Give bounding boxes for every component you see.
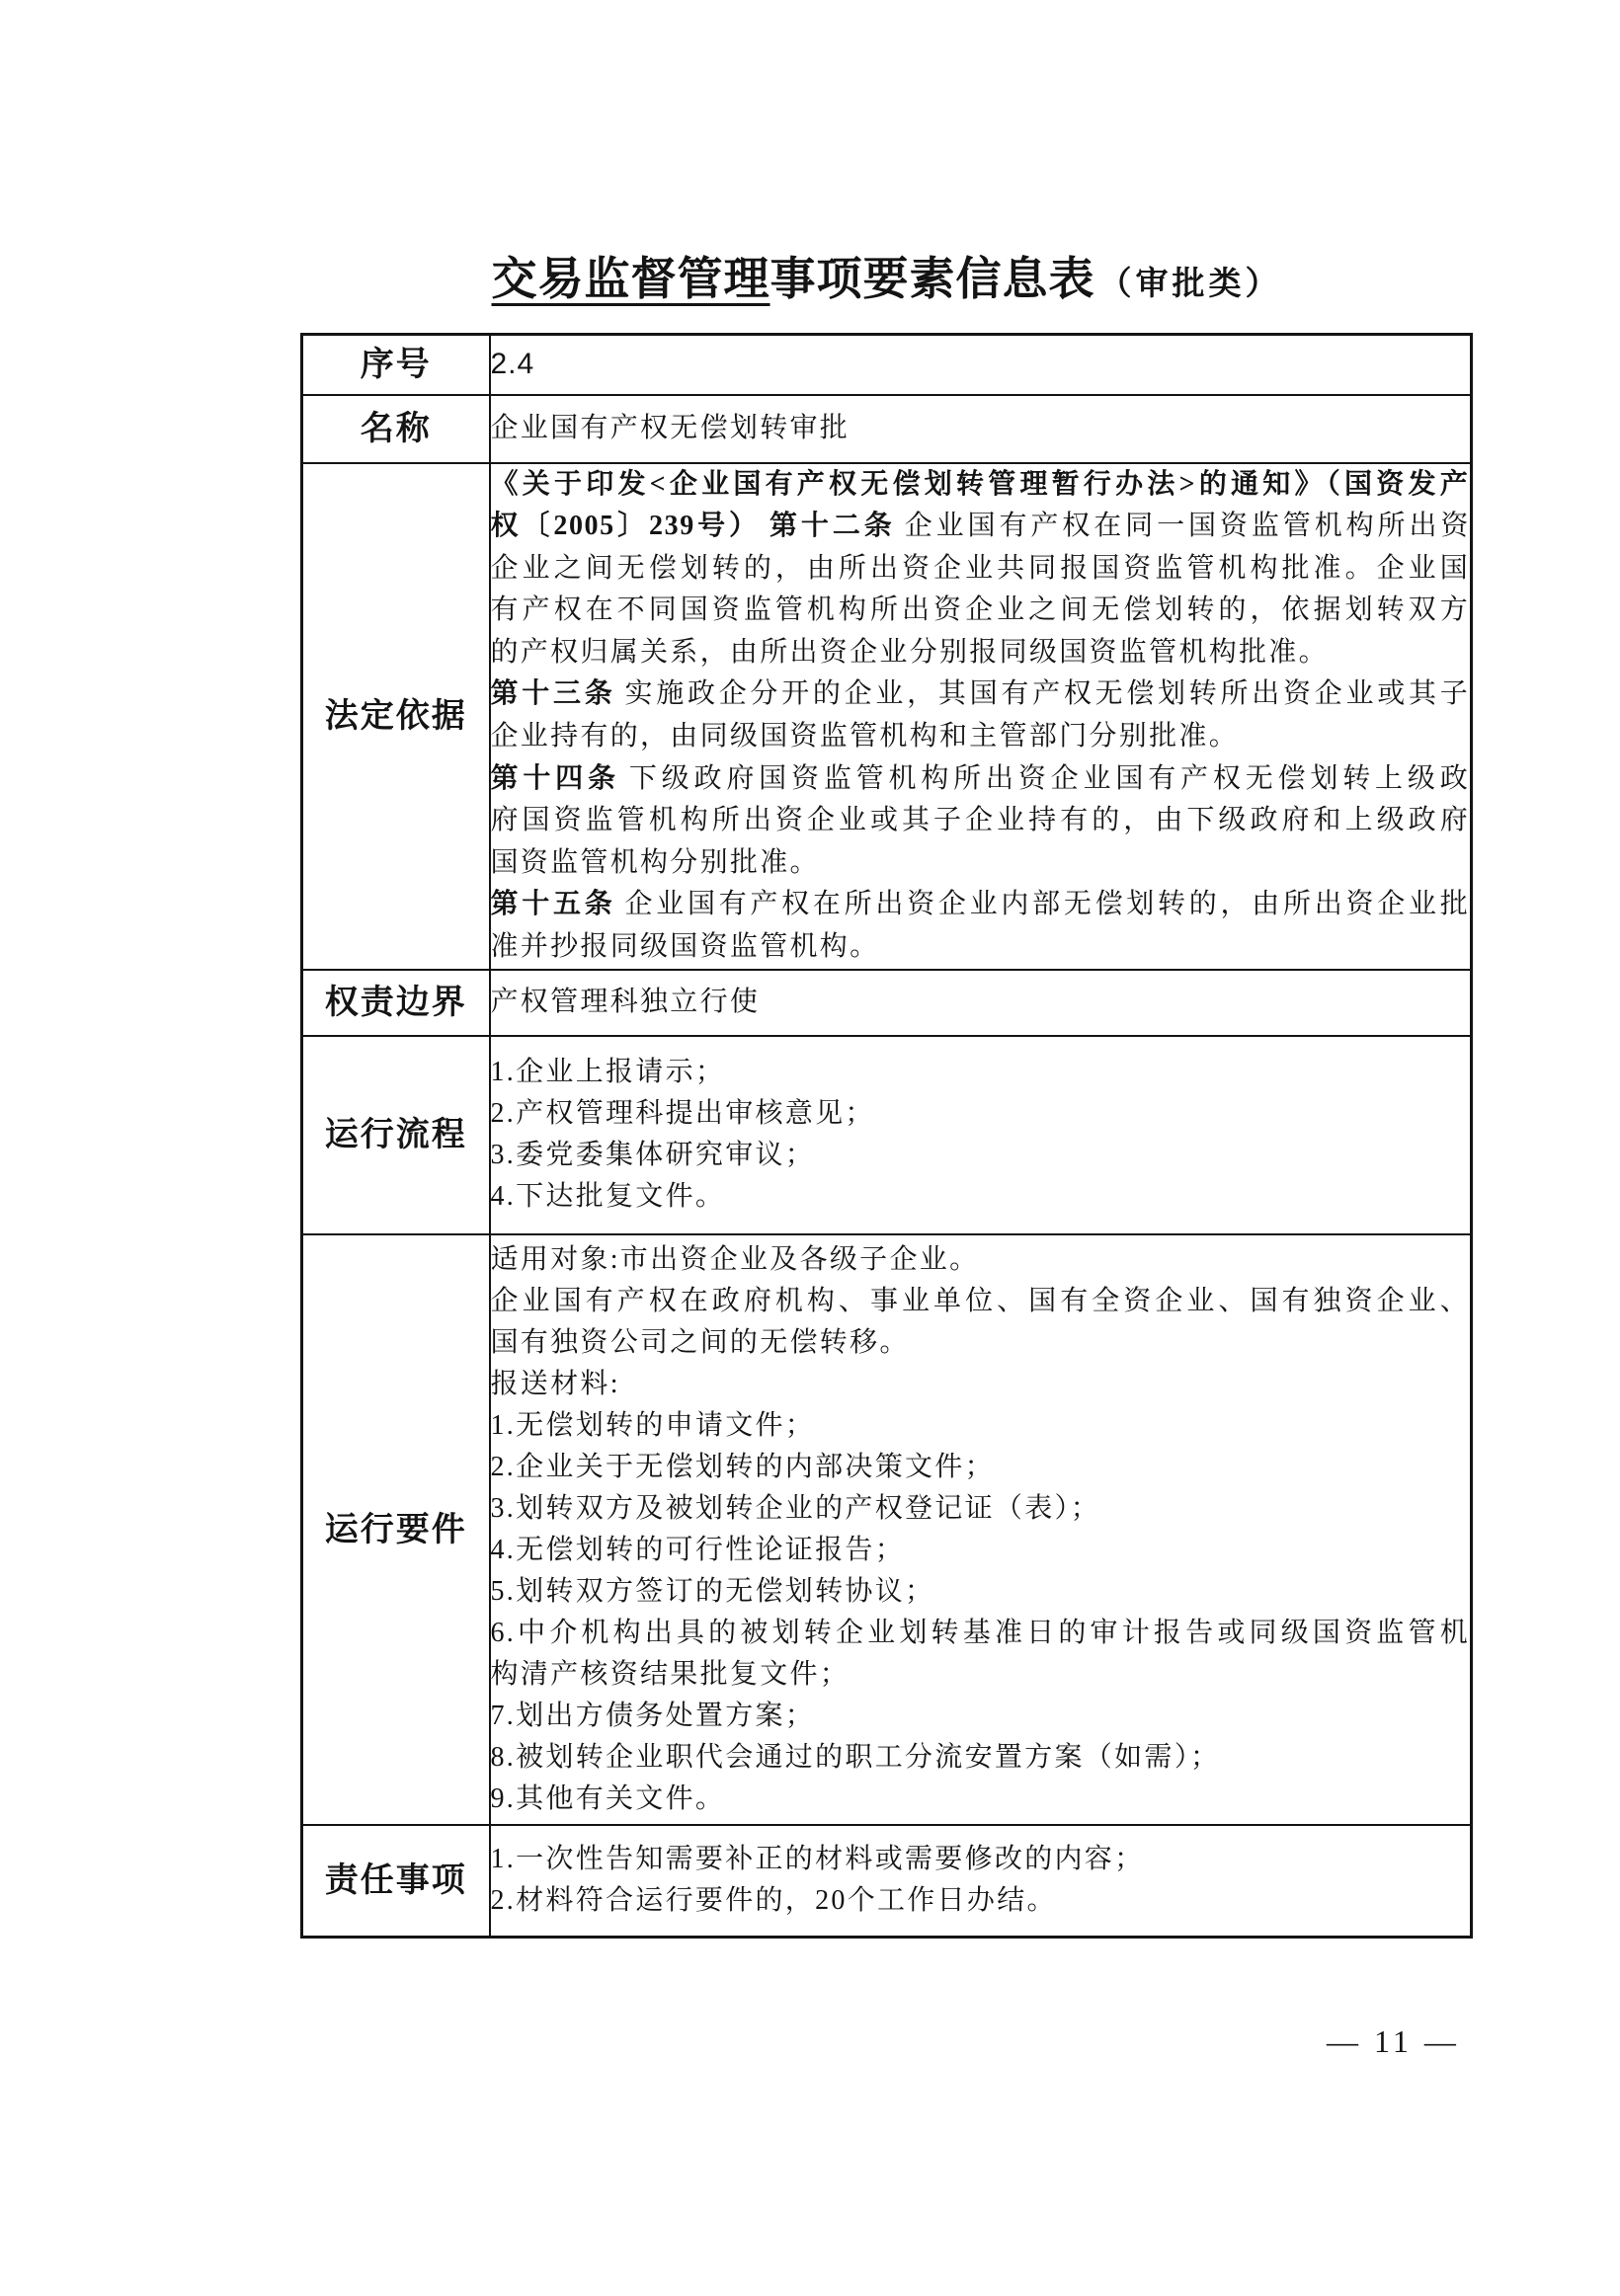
requirements-line: 9.其他有关文件。	[490, 1782, 726, 1814]
row-process	[302, 1036, 1472, 1234]
legal-basis-line: 准并抄报同级国资监管机构。	[490, 931, 880, 963]
row-name	[302, 395, 1472, 463]
legal-basis-line: 国资监管机构分别批准。	[490, 846, 820, 878]
responsibility-item: 2.材料符合运行要件的，20个工作日办结。	[490, 1885, 1057, 1917]
requirements-line: 企业国有产权在政府机构、事业单位、国有全资企业、国有独资企业、	[490, 1285, 1470, 1316]
legal-basis-line: 企业持有的，由同级国资监管机构和主管部门分别批准。	[490, 721, 1240, 752]
process-step: 3.委党委集体研究审议；	[490, 1140, 816, 1171]
requirements-line: 适用对象:市出资企业及各级子企业。	[490, 1243, 980, 1275]
requirements-line: 报送材料:	[490, 1368, 620, 1399]
legal-basis-line: 府国资监管机构所出资企业或其子企业持有的，由下级政府和上级政府	[490, 805, 1470, 836]
serial-label: 序号	[302, 335, 490, 395]
requirements-content	[490, 1234, 1472, 1825]
row-authority-boundary	[302, 970, 1472, 1036]
requirements-line: 4.无偿划转的可行性论证报告；	[490, 1534, 906, 1565]
table-body	[302, 335, 1472, 1938]
serial-value-cell	[490, 335, 1472, 395]
requirements-line: 5.划转双方签订的无偿划转协议；	[490, 1575, 935, 1607]
responsibilities-content	[490, 1825, 1472, 1938]
responsibility-item: 1.一次性告知需要补正的材料或需要修改的内容；	[490, 1844, 1145, 1875]
article-number: 第十五条	[490, 889, 616, 920]
row-serial	[302, 335, 1472, 395]
process-step: 1.企业上报请示；	[490, 1057, 726, 1088]
requirements-label: 运行要件	[302, 1234, 490, 1825]
responsibilities-label: 责任事项	[302, 1825, 490, 1938]
name-label: 名称	[302, 395, 490, 463]
article-text: 实施政企分开的企业，其国有产权无偿划转所出资企业或其子	[624, 678, 1471, 710]
authority-boundary-value: 产权管理科独立行使	[490, 970, 1472, 1036]
legal-basis-line	[491, 464, 1471, 507]
legal-basis-label: 法定依据	[302, 463, 490, 970]
article-number: 第十二条	[769, 511, 896, 542]
title-main-part: 事项要素信息表	[770, 252, 1095, 305]
process-label: 运行流程	[302, 1036, 490, 1234]
row-requirements	[302, 1234, 1472, 1825]
row-responsibilities	[302, 1825, 1472, 1938]
requirements-line: 1.无偿划转的申请文件；	[490, 1409, 816, 1441]
legal-basis-line	[491, 673, 1471, 716]
legal-basis-content	[490, 463, 1472, 970]
serial-value: 2.4	[490, 347, 535, 380]
article-number: 第十三条	[490, 678, 616, 710]
law-citation: 权〔2005〕239号）	[490, 511, 761, 542]
name-value: 企业国有产权无偿划转审批	[490, 395, 1472, 463]
legal-basis-line: 有产权在不同国资监管机构所出资企业之间无偿划转的，依据划转双方	[490, 594, 1470, 626]
authority-boundary-label: 权责边界	[302, 970, 490, 1036]
article-text: 企业国有产权在所出资企业内部无偿划转的，由所出资企业批	[624, 889, 1471, 920]
title-underlined-part: 交易监督管理	[491, 252, 770, 305]
row-legal-basis	[302, 463, 1472, 970]
requirements-line: 7.划出方债务处置方案；	[490, 1700, 816, 1731]
requirements-line: 国有独资公司之间的无偿转移。	[490, 1326, 910, 1358]
requirements-line: 6.中介机构出具的被划转企业划转基准日的审计报告或同级国资监管机	[490, 1617, 1470, 1648]
process-step: 2.产权管理科提出审核意见；	[490, 1098, 875, 1130]
requirements-line: 3.划转双方及被划转企业的产权登记证（表）；	[490, 1492, 1101, 1524]
requirements-line: 8.被划转企业职代会通过的职工分流安置方案（如需）；	[490, 1741, 1221, 1773]
title-category-suffix: （审批类）	[1098, 264, 1282, 302]
article-text: 企业国有产权在同一国资监管机构所出资	[904, 511, 1471, 542]
legal-basis-line	[491, 758, 1471, 801]
page-number: — 11 —	[1327, 2023, 1460, 2059]
info-table	[300, 333, 1473, 1939]
requirements-line: 构清产核资结果批复文件；	[490, 1658, 850, 1690]
article-number: 第十四条	[490, 762, 620, 794]
law-citation: 《关于印发<企业国有产权无偿划转管理暂行办法>的通知》（国资发产	[490, 468, 1470, 500]
article-text: 下级政府国资监管机构所出资企业国有产权无偿划转上级政	[628, 762, 1470, 794]
legal-basis-line: 企业之间无偿划转的，由所出资企业共同报国资监管机构批准。企业国	[490, 552, 1470, 584]
legal-basis-line: 的产权归属关系，由所出资企业分别报同级国资监管机构批准。	[490, 636, 1329, 668]
process-content	[490, 1036, 1472, 1234]
process-step: 4.下达批复文件。	[490, 1181, 726, 1213]
legal-basis-line	[491, 506, 1471, 548]
requirements-line: 2.企业关于无偿划转的内部决策文件；	[490, 1451, 995, 1482]
document-title	[300, 249, 1473, 313]
legal-basis-line	[491, 884, 1471, 926]
